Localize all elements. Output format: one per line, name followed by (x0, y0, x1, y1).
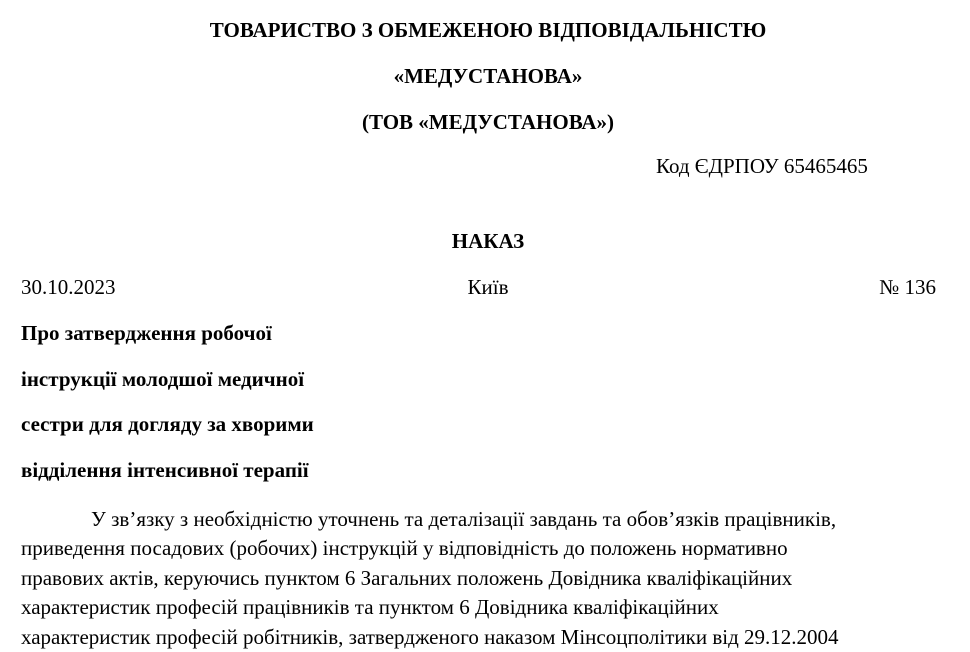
order-number: № 136 (879, 275, 936, 299)
subject-line: Про затвердження робочої (21, 321, 272, 345)
body-line: правових актів, керуючись пунктом 6 Загальних положень Довідника кваліфікаційних (21, 565, 793, 590)
body-line: характеристик професій працівників та пунктом 6 Довідника кваліфікаційних (21, 595, 719, 620)
subject-line: інструкції молодшої медичної (21, 367, 305, 391)
edrpou-code: Код ЄДРПОУ 65465465 (656, 154, 868, 178)
order-body-paragraph (21, 505, 967, 652)
body-line: приведення посадових (робочих) інструкцій у відповідність до положень нормативно (21, 536, 788, 561)
subject-line: відділення інтенсивної терапії (21, 458, 309, 482)
order-title: НАКАЗ (451, 229, 525, 253)
body-line: У зв’язку з необхідністю уточнень та деталізації завдань та обов’язків працівників, (91, 507, 837, 531)
org-full-name: ТОВАРИСТВО З ОБМЕЖЕНОЮ ВІДПОВІДАЛЬНІСТЮ (209, 18, 767, 42)
org-short-name: (ТОВ «МЕДУСТАНОВА») (361, 110, 615, 134)
order-city: Київ (467, 275, 509, 299)
subject-line: сестри для догляду за хворими (21, 412, 314, 436)
org-name-quoted: «МЕДУСТАНОВА» (393, 64, 583, 88)
body-line: характеристик професій робітників, затвердженого наказом Мінсоцполітики від 29.12.2004 (21, 624, 839, 649)
order-date: 30.10.2023 (21, 275, 116, 299)
